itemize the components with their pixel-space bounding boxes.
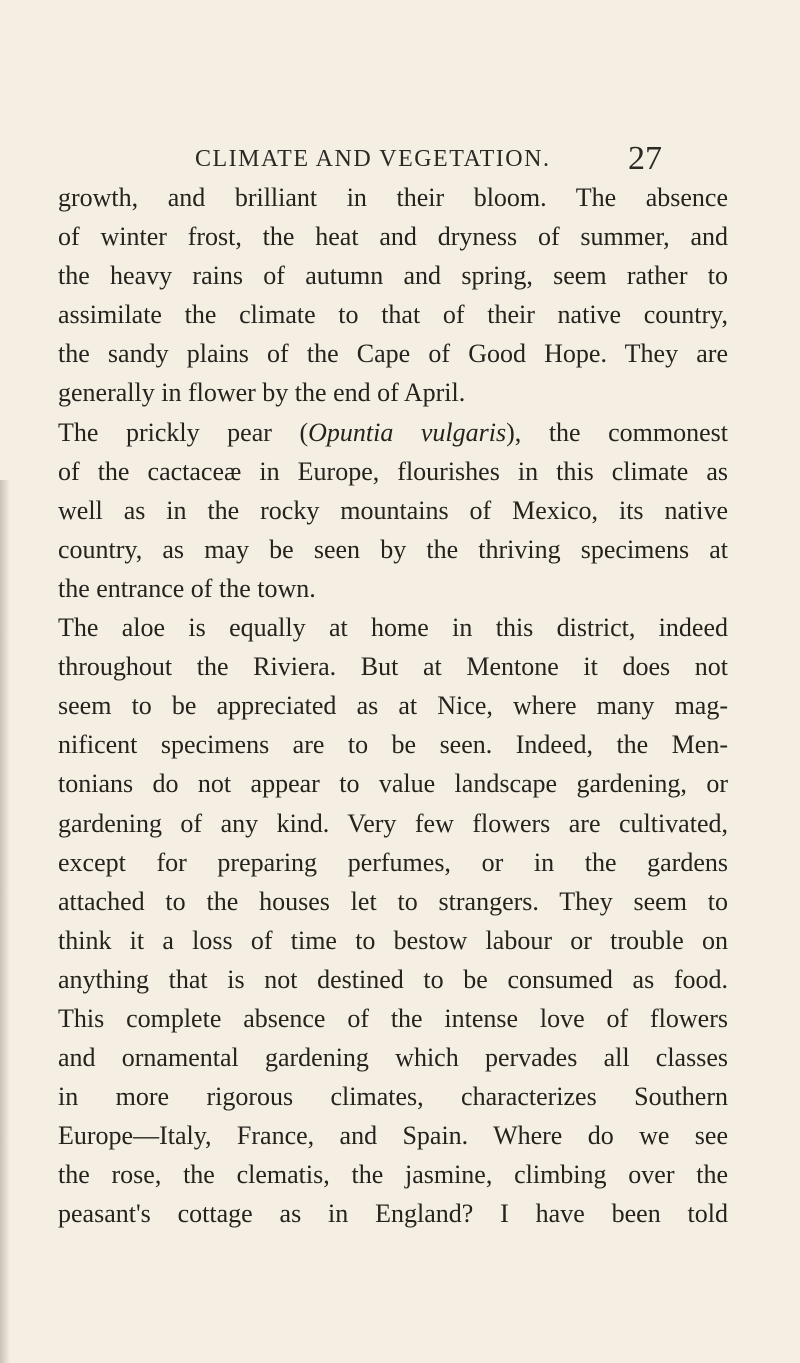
text-line: in more rigorous climates, characterizes Southern: [58, 1082, 728, 1112]
text-line: of the cactaceæ in Europe, flourishes in this climate as: [58, 456, 728, 486]
text-line: gardening of any kind. Very few flowers are cultivated,: [58, 808, 728, 838]
text-line: nificent specimens are to be seen. Indeed, the Men-: [58, 730, 728, 760]
text-line: except for preparing perfumes, or in the gardens: [58, 847, 728, 877]
text-line: attached to the houses let to strangers. They seem to: [58, 886, 728, 916]
text-line: anything that is not destined to be consumed as food.: [58, 964, 728, 994]
text-line: growth, and brilliant in their bloom. The absence: [58, 183, 728, 212]
text-line: the sandy plains of the Cape of Good Hope. They are: [58, 339, 728, 369]
text-line: country, as may be seen by the thriving specimens at: [58, 534, 728, 564]
text-line: think it a loss of time to bestow labour or trouble on: [58, 925, 728, 955]
text-line: The aloe is equally at home in this district, indeed: [58, 613, 728, 643]
line-text-before-italic: The prickly pear (: [58, 417, 309, 447]
text-line: This complete absence of the intense love of flowers: [58, 1003, 728, 1033]
body-text: [58, 178, 728, 1234]
text-line: of winter frost, the heat and dryness of summer, and: [58, 222, 728, 252]
text-line: tonians do not appear to value landscape gardening, or: [58, 769, 728, 799]
text-line: peasant's cottage as in England? I have been told: [58, 1199, 728, 1229]
running-title: CLIMATE AND VEGETATION.: [195, 146, 551, 172]
page-number: 27: [628, 140, 662, 177]
species-name: Opuntia vulgaris: [308, 417, 507, 447]
text-line: and ornamental gardening which pervades all classes: [58, 1043, 728, 1073]
text-line: the rose, the clematis, the jasmine, climbing over the: [58, 1160, 728, 1190]
text-line: the entrance of the town.: [58, 573, 316, 603]
page-edge-shadow: [0, 480, 10, 1363]
page-header: [0, 140, 800, 180]
line-text-after-italic: ), the commonest: [506, 417, 728, 447]
text-line: assimilate the climate to that of their native country,: [58, 300, 728, 330]
text-line: Europe—Italy, France, and Spain. Where do we see: [58, 1121, 728, 1151]
text-line: throughout the Riviera. But at Mentone it does not: [58, 652, 728, 682]
text-line: seem to be appreciated as at Nice, where many mag-: [58, 691, 728, 721]
text-line: the heavy rains of autumn and spring, seem rather to: [58, 261, 728, 291]
text-line: well as in the rocky mountains of Mexico, its native: [58, 495, 728, 525]
text-line: [58, 413, 728, 452]
text-line: generally in flower by the end of April.: [58, 378, 466, 408]
